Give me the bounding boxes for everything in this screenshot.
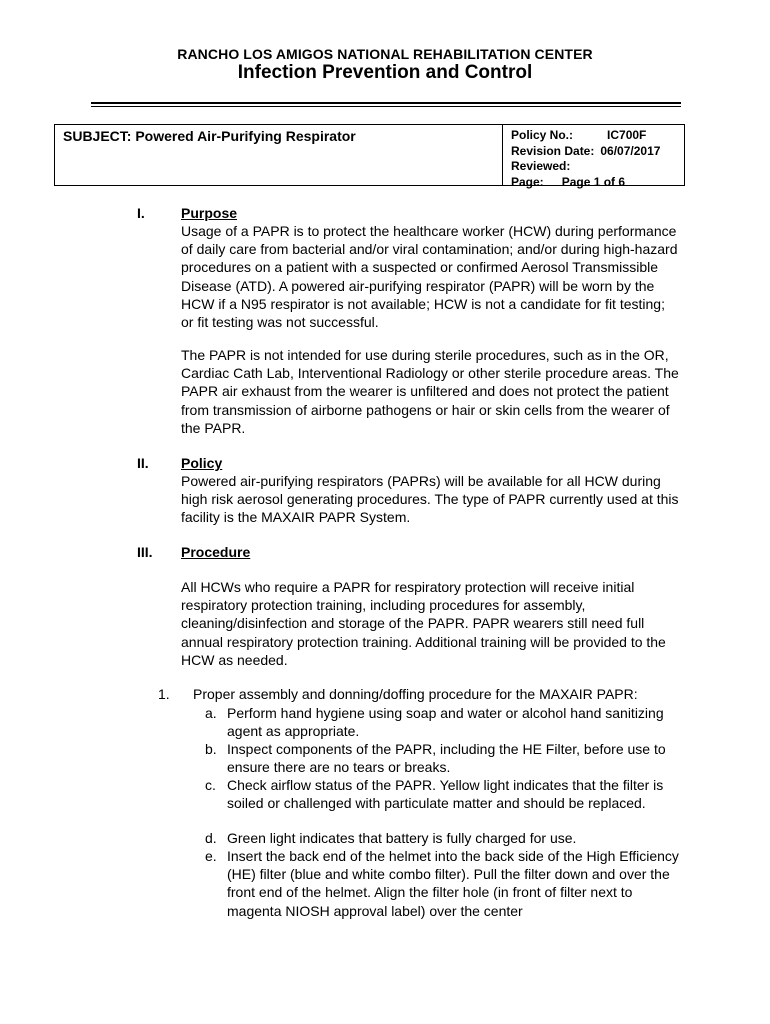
organization-name: RANCHO LOS AMIGOS NATIONAL REHABILITATION CENTER <box>177 46 593 62</box>
list-item-text: Insert the back end of the helmet into the back side of the High Efficiency (HE) filter (blue and white combo filter). Pull the filter down and over the front end of the helmet. Align the filter hole (in front of filter next to magenta NIOSH approval label) over the center <box>227 848 679 919</box>
list-item-text: Inspect components of the PAPR, including the HE Filter, before use to ensure there are no tears or breaks. <box>227 741 666 776</box>
list-item-letter: e. <box>205 848 217 864</box>
header-rule-thin <box>91 106 681 107</box>
page-number: Page 1 of 6 <box>561 174 626 189</box>
list-item <box>205 776 685 812</box>
list-item-text: Perform hand hygiene using soap and water or alcohol hand sanitizing agent as appropriate. <box>227 705 664 740</box>
policy-paragraph: Powered air-purifying respirators (PAPRs) will be available for all HCW during high risk aerosol generating procedures. The type of PAPR currently used at this facility is the MAXAIR PAPR System. <box>181 473 679 526</box>
section-number: II. <box>137 455 149 471</box>
revision-label: Revision Date: <box>511 143 595 158</box>
box-divider <box>502 125 503 185</box>
subject-line: SUBJECT: Powered Air-Purifying Respirator <box>63 128 356 144</box>
list-item <box>205 847 685 920</box>
list-item-letter: c. <box>205 777 216 793</box>
list-item <box>205 704 685 740</box>
purpose-paragraph: The PAPR is not intended for use during sterile procedures, such as in the OR, Cardiac Cath Lab, Interventional Radiology or other sterile procedure areas. The PAPR air exhaust from the wearer is unfiltered and does not protect the patient from transmission of airborne pathogens or hair or skin cells from the wearer of the PAPR. <box>181 347 679 436</box>
page-label: Page: <box>511 174 544 189</box>
reviewed-label: Reviewed: <box>511 159 571 173</box>
step-number: 1. <box>158 686 170 702</box>
list-item-letter: b. <box>205 741 217 757</box>
section-title-policy: Policy <box>181 455 223 471</box>
policy-no-value: IC700F <box>607 128 647 142</box>
list-item-text: Check airflow status of the PAPR. Yellow light indicates that the filter is soiled or challenged with particulate matter and should be replaced. <box>227 777 664 812</box>
revision-row <box>511 144 660 160</box>
list-item <box>205 740 685 776</box>
revision-date: 06/07/2017 <box>600 143 661 158</box>
reviewed-row <box>511 159 660 175</box>
list-item <box>205 829 685 847</box>
section-title-procedure: Procedure <box>181 544 251 560</box>
purpose-paragraph: Usage of a PAPR is to protect the healthcare worker (HCW) during performance of daily care from bacterial and/or viral contamination; and/or during high-hazard procedures on a patient with a suspected or confirmed Aerosol Transmissible Disease (ATD). A powered air-purifying respirator (PAPR) will be worn by the HCW if a N95 respirator is not available; HCW is not a candidate for fit testing; or fit testing was not successful. <box>181 223 678 331</box>
section-number: I. <box>137 205 145 221</box>
policy-no-row <box>511 128 660 144</box>
department-title: Infection Prevention and Control <box>237 62 533 83</box>
list-item-text: Green light indicates that battery is fully charged for use. <box>227 830 577 846</box>
policy-meta <box>511 128 660 190</box>
section-title-purpose: Purpose <box>181 205 238 221</box>
header-rule <box>91 102 681 104</box>
subject-box <box>54 124 685 189</box>
step-heading: Proper assembly and donning/doffing procedure for the MAXAIR PAPR: <box>193 686 638 702</box>
list-item-letter: d. <box>205 830 217 846</box>
list-item-letter: a. <box>205 705 217 721</box>
procedure-paragraph: All HCWs who require a PAPR for respiratory protection will receive initial respiratory protection training, including procedures for assembly, cleaning/disinfection and storage of the PAPR. PAPR wearers still need full annual respiratory protection training. Additional training will be provided to the HCW as needed. <box>181 579 666 668</box>
page-row <box>511 175 660 191</box>
policy-no-label: Policy No.: <box>511 128 574 142</box>
section-number: III. <box>137 544 153 560</box>
